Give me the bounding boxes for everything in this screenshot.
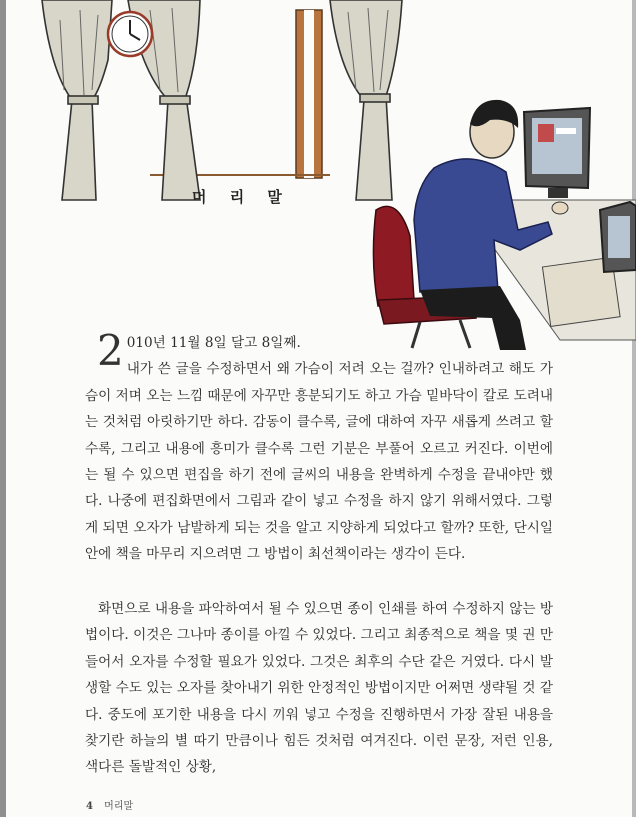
- wall-clock-icon: [108, 12, 152, 56]
- page-title: 머 리 말: [192, 188, 291, 206]
- page-footer: [86, 797, 133, 812]
- header-illustration: [0, 0, 636, 350]
- drop-cap: 2: [97, 326, 124, 375]
- paragraph-2-text: 화면으로 내용을 파악하여서 될 수 있으면 종이 인쇄를 하여 수정하지 않는 방법이다. 이것은 그나마 종이를 아낄 수 있었다. 그리고 최종적으로 책을 몇 권 만들어서 오자를 수정할 필요가 있었다. 그것은 최후의 수단 같은 거였다. 다시 발생할 수도 있는 오자를 찾아내기 위한 안정적인 방법이지만 어쩌면 생략될 것 같다. 중도에 포기한 내용을 다시 끼워 넣고 수정을 진행하면서 가장 잘된 내용을 찾기란 하늘의 별 따기 만큼이나 힘든 것처럼 여겨진다. 이런 문장, 저런 인용, 색다른 돌발적인 상황,: [85, 601, 553, 776]
- running-header: 머리말: [104, 801, 134, 812]
- page-number: 4: [86, 801, 93, 812]
- paragraph-1-text: 내가 쓴 글을 수정하면서 왜 가슴이 저려 오는 걸까? 인내하려고 해도 가슴이 저며 오는 느낌 때문에 자꾸만 흥분되기도 하고 가슴 밑바닥이 칼로 도려내는 것처럼 아릿하기만 하다. 감동이 클수록, 글에 대하여 자꾸 새롭게 쓰려고 할수록, 그리고 내용에 흥미가 클수록 그런 기분은 부풀어 오르고 커진다. 이번에는 될 수 있으면 편집을 하기 전에 글씨의 내용을 완벽하게 수정을 끝내야만 했다. 나중에 편집화면에서 그림과 같이 넣고 수정을 하지 않기 위해서였다. 그렇게 되면 오자가 남발하게 되는 것을 알고 지양하게 되었다고 할까? 또한, 단시일 안에 책을 마무리 지으려면 그 방법이 최선책이라는 생각이 든다.: [85, 361, 553, 563]
- paragraph-1: [85, 326, 553, 568]
- paragraph-2: [85, 596, 553, 781]
- date-line: 010년 11월 8일 달고 8일째.: [126, 335, 301, 351]
- curtain-right-icon: [330, 0, 402, 200]
